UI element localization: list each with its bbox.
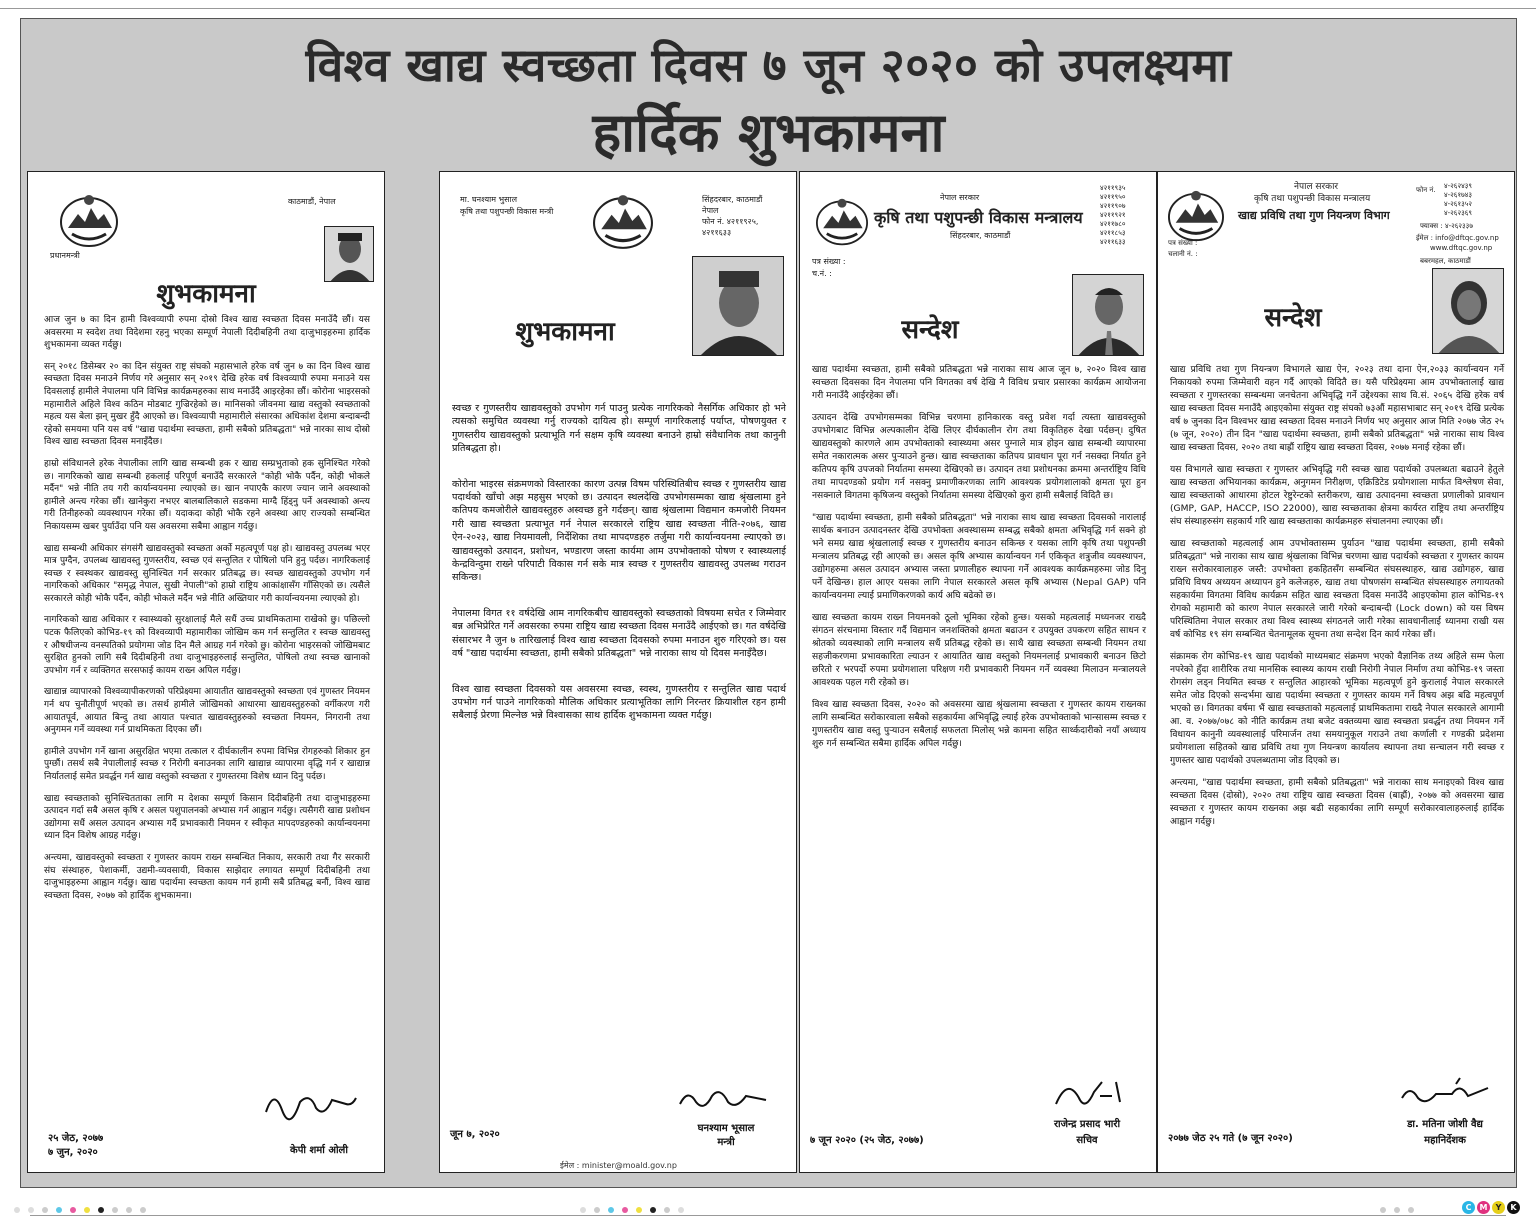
pm-para-5: नागरिकको खाद्य अधिकार र स्वास्थ्यको सुरक्षालाई मैले सधैं उच्च प्राथमिकतामा राखेको छु। पछिल्लो पटक फैलिएको कोभिड-१९ को विश्वव्यापी महामारीका जोखिम कम गर्न सन्तुलित र स्वच्छ खाद्यवस्तु र औषधीजन्य वनस्पतिको प्रयोगमा जोड दिन मैले आग्रह गर्न गरेको छु। कोरोना भाइरसको जोखिमबाट सुरक्षित हुनको लागि सबै दिदीबहिनी तथा दाजुभाइहरुलाई सन्तुलित, पोषिलो तथा स्वच्छ खानाको उपभोग गर्न र व्यक्तिगत सरसफाई कायम राख्न अपिल गर्दछु। [44,615,370,676]
secretary-dispatch-number: च.नं. : [812,269,832,278]
pm-office-label: प्रधानमन्त्री [50,251,80,260]
dg-signer-title: महानिर्देशक [1424,1135,1466,1146]
dg-phone: ४-२६१३५२ [1444,200,1473,208]
minister-country: नेपाल [702,206,719,215]
dg-phone: ४-२६२४३९ [1444,182,1473,190]
minister-address: सिंहदरबार, काठमाडौं [702,195,763,204]
pm-para-8: खाद्य स्वच्छताको सुनिश्चितताका लागि म देशका सम्पूर्ण किसान दिदीबहिनी तथा दाजुभाइहरुमा उत्पादन गर्दा सबै असल कृषि र असल पशुपालनको अभ्यास गर्न आह्वान गर्दछु। त्यसैगरी खाद्य प्रशोधन उद्योगमा सधैं असल उत्पादन अभ्यास गर्दै प्रभावकारी नियमन र स्वीकृत मापदण्डहरुको कार्यान्वयनमा ध्यान दिन विशेष आग्रह गर्दछु। [44,793,370,842]
dg-message-body [1170,364,1504,838]
pm-para-2: सन् २०१८ डिसेम्बर २० का दिन संयुक्त राष्ट्र संघको महासभाले हरेक वर्ष जुन ७ का दिन विश्व खाद्य स्वच्छता दिवस मनाउने निर्णय गरे अनुसार सन् २०१९ देखि हरेक वर्ष विश्वव्यापी रुपमा मनाउने यस दिवसलाई हामीले नेपालमा पनि विभिन्न कार्यक्रमहरुका साथ मनाउँदै आइरहेका छौं। कोरोना भाइरसको महामारीले अहिले विश्व कठिन मोडबाट गुज्रिरहेको छ। मानिसको जीवनमा खाद्य वस्तुको स्वच्छताको महत्व यस बेला झन् मुखर हुँदै आएको छ। विश्वव्यापी महामारीले संसारका अधिकांश देशमा बन्दाबन्दी रहेको समयमा पनि यस वर्ष "खाद्य पदार्थमा स्वच्छता, हामी सबैको प्रतिबद्धता" भन्ने नारका साथ दोस्रो विश्व खाद्य स्वच्छता दिवस मनाइँदैछ। [44,361,370,448]
top-trim-line [0,8,1536,9]
minister-portrait-image [693,257,784,356]
minister-letterhead-name: मा. घनश्याम भुसाल [460,195,518,204]
secretary-message-column [799,171,1157,1173]
pm-para-4: खाद्य सम्बन्धी अधिकार संगसंगै खाद्यवस्तुको स्वच्छता अर्को महत्वपूर्ण पक्ष हो। खाद्यवस्तु उपलब्ध भएर मात्र पुग्दैन, उपलब्ध खाद्यवस्तु गुणस्तरीय, स्वच्छ एवं सन्तुलित र पोषिलो पनि हुनु पर्दछ। नागरिकलाई स्वच्छ र स्वस्थकर खाद्यवस्तु सुनिश्चित गर्न सरकार प्रतिबद्ध छ। स्वच्छ खाद्यवस्तुको उपभोग गर्न नागरिकको अधिकार "समृद्ध नेपाल, सुखी नेपाली"को हाम्रो राष्ट्रिय आकांक्षासँग गाँसिएको छ। त्यसैले सरकारले कोही भोकै पर्दैन, कोही भोकले मर्दैन भन्ने नीति अख्तियार गरी कार्यान्वयनमा ल्याएको हो। [44,543,370,604]
secretary-signer-title: सचिव [1076,1135,1098,1146]
dg-message-column [1157,171,1515,1173]
secretary-phone: ४२११९२१ [1100,211,1126,219]
dg-phone-label: फोन नं. [1416,186,1436,194]
minister-para-1: स्वच्छ र गुणस्तरीय खाद्यवस्तुको उपभोग गर्न पाउनु प्रत्येक नागरिकको नैसर्गिक अधिकार हो भने त्यसको समुचित व्यवस्था गर्नु राज्यको दायित्व हो। सम्पूर्ण नागरिकलाई पर्याप्त, पोषणयुक्त र गुणस्तरीय खाद्यवस्तुको प्रत्याभूति गर्न सक्षम कृषि व्यवस्था बनाउने हाम्रो संवैधानिक तथा कानुनी प्रतिबद्धता हो। [452,403,786,455]
dg-portrait-image [1433,269,1504,354]
dg-phone-list [1444,182,1472,218]
cmyk-registration-marks [1460,1195,1520,1214]
minister-message-title: शुभकामना [515,317,615,347]
pm-signature [260,1082,360,1122]
minister-message-body [452,402,786,732]
secretary-ministry-name: कृषि तथा पशुपन्छी विकास मन्त्रालय [874,208,1083,227]
dg-para-3: खाद्य स्वच्छताको महत्वलाई आम उपभोक्तासम्म पुर्याउन "खाद्य पदार्थमा स्वच्छता, हामी सबैको प्रतिबद्धता" भन्ने नाराका साथ खाद्य श्रृंखलाका विभिन्न चरणमा खाद्य पदार्थको स्वच्छता र गुणस्तर कायम राख्न सरोकारवालाहरु जस्तै: उपभोक्ता हकहितसँग सम्बन्धित संघसस्थाहरु, खाद्य उद्योगहरु, खाद्य प्रविधि विषय अध्ययन अध्यापन हुने कलेजहरु, खाद्य तथा पोषणसंग सम्बन्धित संघसस्थाहरु लगायतको सहकार्यमा विगतमा विविध कार्यक्रम सहित खाद्य स्वच्छता दिवस मनाउँदै आइएकोमा हाल कोभिड-१९ रोगको महामारी को कारण नेपाल सरकारले जारी गरेको बन्दाबन्दी (Lock down) को यस विषम परिस्थितिमा नेपाल सरकार तथा विश्व स्वास्थ्य संगठनले जारी गरेका सावधानीलाई ध्यानमा राखी यस वर्ष कोभिड १९ संग सम्बन्धित चेतनामूलक सूचना तथा सन्देश दिन कार्य गरेका छौं। [1170,539,1504,640]
black-mark-icon: K [1507,1201,1520,1214]
dg-portrait [1432,268,1504,354]
nepal-emblem-icon [58,192,120,250]
secretary-phone: ४२११६३३ [1100,238,1126,246]
secretary-portrait [1072,274,1144,356]
dg-website: www.dftqc.gov.np [1430,244,1493,252]
minister-signer-name: घनश्याम भूसाल [697,1123,755,1134]
headline [21,35,1516,167]
cyan-mark-icon: C [1462,1201,1475,1214]
minister-message-column [439,171,797,1173]
pm-date-bs: २५ जेठ, २०७७ [48,1133,104,1144]
dg-date: २०७७ जेठ २५ गते (७ जून २०२०) [1168,1133,1293,1144]
pm-message-title: शुभकामना [156,279,256,309]
dg-para-1: खाद्य प्रविधि तथा गुण नियन्त्रण विभागले खाद्य ऐन, २०२३ तथा दाना ऐन,२०३३ कार्यान्वयन गर्ने निकायको रुपमा जिम्मेवारी वहन गर्दै आएको विदितै छ। यसै परिप्रेक्ष्यमा आम उपभोक्तालाई खाद्य स्वच्छता र गुणस्तरका सम्बन्धमा जनचेतना अभिवृद्धि गर्ने उद्देश्यका साथ वि.सं. २०६५ देखि हरेक वर्ष खाद्य स्वच्छता दिवस मनाउँदै आइएकोमा संयुक्त राष्ट्र संघको ७३औं महासभाबाट सन् २०१९ देखि प्रत्येक वर्ष ७ जुनका दिन विश्वभर खाद्य स्वच्छता दिवस मनाउने निर्णय भए अनुसार आज मिति २०७७ जेठ २५ (७ जून, २०२०) तीन दिन "खाद्य पदार्थमा स्वच्छता, हामी सबैको प्रतिबद्धता" भन्ने नाराका साथ विश्व खाद्य स्वच्छता दिवस, २०२० तथा बाह्रौं राष्ट्रिय खाद्य स्वच्छता दिवस, २०७७ मनाई रहेका छौं। [1170,365,1504,453]
secretary-ref-number: पत्र संख्या : [812,257,846,266]
minister-email: ईमेल : minister@moald.gov.np [560,1161,677,1170]
dg-dispatch-number: चलानी नं. : [1168,250,1198,258]
secretary-signature [1050,1072,1140,1114]
pm-para-1: आज जुन ७ का दिन हामी विश्वव्यापी रुपमा दोस्रो विश्व खाद्य स्वच्छता दिवस मनाउँदै छौं। यस अवसरमा म स्वदेश तथा विदेशमा रहनु भएका सम्पूर्ण नेपाली दिदीबहिनी तथा दाजुभाइहरुमा हार्दिक शुभकामना व्यक्त गर्दछु। [44,315,370,351]
minister-phone-2: ४२११६३३ [702,228,732,237]
secretary-signer-name: राजेन्द्र प्रसाद भारी [1053,1119,1121,1130]
minister-phone-1: फोन नं. ४२११९२५, [702,217,759,226]
dg-email: ईमेल : info@dftqc.gov.np [1416,234,1499,242]
secretary-phone-list [1100,184,1125,247]
dg-signature [1396,1076,1496,1110]
minister-signature [676,1084,776,1114]
dg-para-5: अन्त्यमा, "खाद्य पदार्थमा स्वच्छता, हामी सबैको प्रतिबद्धता" भन्ने नाराका साथ मनाइएको विश्व खाद्य स्वच्छता दिवस (दोस्रो), २०२० तथा राष्ट्रिय खाद्य स्वच्छता दिवस (बाह्रौं), २०७७ को अवसरमा खाद्य स्वच्छता र गुणस्तर कायम राख्नका अझ बढी सहकार्यका लागि सम्पूर्ण सरोकारवालाहरुलाई हार्दिक आह्वान गर्दछु। [1170,778,1504,827]
secretary-portrait-image [1073,275,1144,356]
secretary-gov-label: नेपाल सरकार [940,193,980,202]
secretary-message-title: सन्देश [901,315,959,345]
minister-signer-title: मन्त्री [717,1137,735,1148]
secretary-para-3: "खाद्य पदार्थमा स्वच्छता, हामी सबैको प्रतिबद्धता" भन्ने नाराका साथ खाद्य स्वच्छता दिवसको नारालाई सार्थक बनाउन उत्पादनस्तर देखि उपभोक्ता अवस्थासम्म सम्बद्ध सबैको क्षमता अभिवृद्धि गर्न सक्ने हो भने समग्र खाद्य श्रृंखलालाई स्वच्छ र गुणस्तरीय बनाउन सकिन्छ र यसका लागि कृषि तथा पशुपन्छी मन्त्रालय प्रतिबद्ध रही आएको छ। असल कृषि अभ्यास कार्यान्वयन गर्न एकिकृत शत्रुजीव व्यवस्थापन, उद्योगहरुमा असल उत्पादन अभ्यास जस्ता प्रणालीहरु स्थापना गर्ने आवश्यक कार्यक्रमहरुमा जोड दिनु पर्ने देखिन्छ। हाल आएर यसका लागि नेपाल सरकारले असल कृषि अभ्यास (Nepal GAP) पनि कार्यान्वयनमा ल्याई प्रमाणिकरणको कार्य अघि बढेको छ। [812,513,1146,601]
nepal-emblem-icon [590,192,656,252]
print-dot-row-center [580,1198,692,1206]
pm-date-ad: ७ जुन, २०२० [48,1147,98,1158]
dg-office-address: बबरमहल, काठमाडौं [1420,257,1471,265]
secretary-place: सिंहदरबार, काठमाडौं [950,231,1011,240]
dg-phone: ४-२६१७४३ [1444,191,1473,199]
yellow-mark-icon: Y [1492,1201,1505,1214]
pm-para-7: हामीले उपभोग गर्ने खाना असुरक्षित भएमा तत्काल र दीर्घकालीन रुपमा विभिन्न रोगहरुको शिकार हुन पुग्छौं। तसर्थ सबै नेपालीलाई स्वच्छ र निरोगी बनाउनका लागि खाद्यान्न व्यापारमा वृद्धि गर्न र खाद्यान्न निर्यातलाई समेत प्रवर्द्धन गर्न खाद्य वस्तुको स्वच्छता र गुणस्तरमा विशेष ध्यान दिनु पर्दछ। [44,746,370,782]
print-dot-row-right [1380,1198,1422,1206]
pm-signer-name: केपी शर्मा ओली [290,1145,348,1156]
dg-phone: ४-२६२३६९ [1444,209,1473,217]
print-dot-row-left [14,1198,154,1206]
nepal-emblem-icon [1166,188,1226,244]
dg-ministry-name: कृषि तथा पशुपन्छी विकास मन्त्रालय [1254,194,1371,204]
pm-message-column [27,171,385,1173]
minister-para-4: विश्व खाद्य स्वच्छता दिवसको यस अवसरमा स्वच्छ, स्वस्थ, गुणस्तरीय र सन्तुलित खाद्य पदार्थ उपभोग गर्न पाउने नागरिकको मौलिक अधिकार प्रत्याभूतिका लागि निरन्तर क्रियाशील रहन हामी सबैलाई प्रेरणा मिल्नेछ भन्ने विश्वासका साथ हार्दिक शुभकामना व्यक्त गर्दछु। [452,683,786,722]
bottom-trim-line [30,1215,1506,1216]
magenta-mark-icon: M [1477,1201,1490,1214]
dg-para-4: संक्रामक रोग कोभिड-१९ खाद्य पदार्थको माध्यमबाट संक्रमण भएको वैज्ञानिक तथ्य अहिले सम्म फेला नपरेको हुँदा शारीरिक तथा मानसिक स्वास्थ्य कायम राखी निरोगी नेपाल निर्माण तथा कोभिड-१९ जस्ता रोगसंग लड्न नियमित स्वच्छ र सन्तुलित आहारको भूमिका महत्वपूर्ण हुने कुरालाई नेपाल सरकारले समेत जोड दिएको सन्दर्भमा खाद्य पदार्थमा स्वच्छता र गुणस्तर कायम गर्ने विषय अझ बढि महत्वपूर्ण भएको छ। विगतका वर्षमा भैं खाद्य स्वच्छताको महत्वलाई प्राथमिकतामा राख्दै नेपाल सरकारले आगामी आ. व. २०७७/०७८ को नीति कार्यक्रम तथा बजेट वक्तव्यमा खाद्य स्वच्छता प्रवर्द्धन तथा नियमन गर्ने विधायन कानुनी व्यवस्थालाई परिमार्जन तथा समयानुकूल गराउने तथा कर्णाली र गण्डकी प्रदेशमा प्रयोगशाला सहितको खाद्य प्रविधि तथा गुण नियन्त्रण कार्यालय स्थापना तथा सन्चालन गरी स्वच्छ र गुणस्तर खाद्य पदार्थको उपलब्धतामा जोड दिएको छ। [1170,652,1504,766]
secretary-para-1: खाद्य पदार्थमा स्वच्छता, हामी सबैको प्रतिबद्धता भन्ने नाराका साथ आज जून ७, २०२० विश्व खाद्य स्वच्छता दिवसका दिन नेपालमा पनि विगतका वर्ष देखि नै विविध प्रचार प्रसारका कार्यक्रम आयोजना गरी मनाउँदै आईरहेका छौं। [812,365,1146,401]
secretary-phone: ४२११९५० [1100,193,1126,201]
dg-para-2: यस विभागले खाद्य स्वच्छता र गुणस्तर अभिवृद्धि गरी स्वच्छ खाद्य पदार्थको उपलब्धता बढाउने हेतुले खाद्य स्वच्छता अभियानका कार्यक्रम, अनुगमन निरीक्षण, एक्रिडिटेड प्रयोगशाला मार्फत विश्लेषण सेवा, खाद्य स्वच्छताको आधारमा होटल रेष्टुरेन्टको स्तरीकरण, खाद्य उत्पादनमा स्वच्छता प्रणालीको प्रावधान (GMP, GAP, HACCP, ISO 22000), खाद्य स्वच्छताका क्षेत्रमा कार्यरत राष्ट्रिय तथा अन्तर्राष्ट्रिय संघ संस्थाहरुसंग सहकार्य गरि खाद्य स्वच्छताका कार्यक्रमहरु संचालनमा ल्याएका छौं। [1170,465,1504,527]
dg-signer-name: डा. मतिना जोशी वैद्य [1407,1119,1483,1130]
pm-para-3: हाम्रो संविधानले हरेक नेपालीका लागि खाद्य सम्बन्धी हक र खाद्य सम्प्रभुताको हक सुनिश्चित गरेको छ। नागरिकको खाद्य सम्बन्धी हकलाई परिपूर्ण बनाउँदै सरकारले "कोही भोकै पर्दैन, कोही भोकले मर्दैन" भन्ने नीति तय गरी कार्यान्वयनमा ल्याएको छ। खान नपाएकै कारण ज्यान जाने अवस्थाको हामीले अन्त्य गरेका छौं। खानेकुरा नभएर बालबालिकाले सडकमा माग्दै हिंड्नु पर्ने अवस्थाको अन्त्य गरी तिनीहरुको व्यवस्थापन गरेका छौं। यदाकदा कोही भोकै रहने अवस्था आए राज्यको सम्बन्धित निकायसम्म खबर पुर्याउँदा पनि यस अवसरमा सबैमा आह्वान गर्दछु। [44,458,370,532]
secretary-phone: ४२११७८० [1100,220,1126,228]
secretary-message-body [812,364,1146,760]
pm-place: काठमाडौं, नेपाल [288,197,336,206]
secretary-phone: ४२११९०७ [1100,202,1126,210]
dg-ref-number: पत्र संख्या : [1168,239,1198,247]
minister-portrait [692,256,784,356]
secretary-para-4: खाद्य स्वच्छता कायम राख्न नियमनको ठूलो भूमिका रहेको हुन्छ। यसको महत्वलाई मध्यनजर राख्दै संगठन संरचनामा विस्तार गर्दै विद्यमान जनशक्तिको क्षमता बढाउन र उपयुक्त उपकरण सहित साधन र श्रोतको व्यवस्थाको लागि मन्त्रालय सधैं प्रतिबद्ध रहेको छ। साथै खाद्य स्वच्छता सम्बन्धी नियमन तथा सहजीकरणमा प्रभावकारिता ल्याउन र आयातित खाद्य वस्तुको नियमनलाई प्रभावकारी बनाउन छिटो छरितो र भरपर्दो रुपमा प्रयोगशाला परिक्षण गरी प्रभावकारी नियमन गर्ने व्यवस्था मिलाउन मन्त्रालयले आवश्यक पहल गरी रहेको छ। [812,613,1146,688]
nepal-emblem-icon [814,196,870,248]
pm-para-9: अन्त्यमा, खाद्यवस्तुको स्वच्छता र गुणस्तर कायम राख्न सम्बन्धित निकाय, सरकारी तथा गैर सरकारी संघ संस्थाहरु, पेशाकर्मी, उद्यमी-व्यवसायी, विकास साझेदार लगायत सम्पूर्ण दिदीबहिनी तथा दाजुभाइहरुमा आह्वान गर्दछु। खाद्य पदार्थमा स्वच्छता कायम गर्न हामी सबै प्रतिबद्ध बनौं, विश्व खाद्य स्वच्छता दिवस, २०७७ को हार्दिक शुभकामना। [44,852,370,901]
dg-fax: फ्याक्स : ४-२६२३३७ [1420,222,1473,230]
advertisement-frame [20,18,1517,1188]
pm-message-body [44,314,370,911]
minister-para-3: नेपालमा विगत ११ वर्षदेखि आम नागरिकबीच खाद्यवस्तुको स्वच्छताको विषयमा सचेत र जिम्मेवार बन्न अभिप्रेरित गर्ने अवसरका रुपमा राष्ट्रिय खाद्य स्वच्छता दिवस मनाउँदै आईएको छ। गत वर्षदेखि संसारभर नै जुन ७ तारिखलाई विश्व खाद्य स्वच्छता दिवसको रुपमा मनाउन शुरु गरिएको छ। यस वर्ष "खाद्य पदार्थमा स्वच्छता, हामी सबैको प्रतिबद्धता" भन्ने नाराका साथ यो दिवस मनाइँदैछ। [452,607,786,660]
secretary-para-5: विश्व खाद्य स्वच्छता दिवस, २०२० को अवसरमा खाद्य श्रृंखलामा स्वच्छता र गुणस्तर कायम राख्नका लागि सम्बन्धित सरोकारवाला सबैको सहकार्यमा अभिवृद्धि ल्याई हरेक उपभोक्ताको भान्सासम्म स्वच्छ र गुणस्तरीय खाद्य वस्तु पुऱ्याउन सबैलाई सफलता मिलोस् भन्ने कामना सहित सार्थ्कदारीको नयाँ अध्याय शुरु गर्न सम्बन्धित सबैमा हार्दिक अपिल गर्दछु। [812,700,1146,749]
dg-gov-label: नेपाल सरकार [1294,182,1339,192]
secretary-phone: ४२११९३५ [1100,184,1126,192]
secretary-para-2: उत्पादन देखि उपभोगसम्मका विभिन्न चरणमा हानिकारक वस्तु प्रवेश गर्दा त्यस्ता खाद्यवस्तुको उपभोगबाट विभिन्न अल्पकालीन देखि लिएर दीर्घकालीन रोग तथा विकृतिहरु देखा पर्दछन्। दुषित खाद्यवस्तुको कारणले आम उपभोक्ताको स्वास्थ्यमा असर पुग्नाले मात्र होइन खाद्य सम्बन्धी व्यापारमा समेत नकारात्मक असर पुऱ्याउने हुन्छ। खाद्य स्वच्छताका कतिपय प्रावधान पूरा गर्न नसक्दा निर्यात हुने कतिपय कृषि उपजको निर्यातमा समस्या देखिएको छ। उत्पादन तथा प्रशोधनका क्रममा अन्तर्राष्ट्रिय विधि तथा मापदण्डको प्रयोग गर्न नसक्नु प्रमाणीकरणका लागि आवश्यक प्रयोगशालाको क्षमता पूरा हुन नसक्नाले विगतमा कृषिजन्य वस्तुको निर्यातमा समस्या देखिएको कुरा हामी सबैलाई विदितै छ। [812,413,1146,501]
dg-department-name: खाद्य प्रविधि तथा गुण नियन्त्रण विभाग [1238,209,1390,222]
headline-line-2: हार्दिक शुभकामना [592,101,945,164]
secretary-date: ७ जून २०२० (२५ जेठ, २०७७) [810,1135,924,1146]
secretary-phone: ४२११८५३ [1100,229,1126,237]
pm-para-6: खाद्यान्न व्यापारको विश्वव्यापीकरणको परिप्रेक्ष्यमा आयातीत खाद्यवस्तुको स्वच्छता एवं गुणस्तर नियमन गर्न थप चुनौतीपूर्ण भएको छ। तसर्थ हामीले जोखिमको आधारमा खाद्यवस्तुहरुको वर्गीकरण गरी आयातपूर्व, आयात बिन्दु तथा आयात पश्चात खाद्यवस्तुहरुको स्वच्छता नियमन, निगरानी तथा अनुगमन गर्ने व्यवस्था गर्न प्राथमिकता दिएका छौं। [44,687,370,736]
headline-line-1: विश्व खाद्य स्वच्छता दिवस ७ जून २०२० को उपलक्ष्यमा [305,38,1232,92]
dg-message-title: सन्देश [1264,303,1322,333]
minister-letterhead-title: कृषि तथा पशुपन्छी विकास मन्त्री [460,207,554,216]
minister-date: जून ७, २०२० [450,1129,500,1140]
minister-para-2: कोरोना भाइरस संक्रमणको विस्तारका कारण उत्पन्न विषम परिस्थितिबीच स्वच्छ र गुणस्तरीय खाद्य पदार्थको खाँचो अझ महसुस भएको छ। उत्पादन स्थलदेखि उपभोगसम्मका खाद्य श्रृंखलामा हुने कतिपय कमजोरीले खाद्यवस्तुहरु अस्वच्छ हुने गर्दछन्। खाद्य श्रृंखलामा विद्यमान कमजोरी नियमन गरी खाद्य स्वच्छता प्रत्याभूत गर्न नेपाल सरकारले राष्ट्रिय खाद्य स्वच्छता नीति-२०७६, खाद्य ऐन-२०२३, खाद्य नियमावली, निर्देशिका तथा मापदण्डहरु तर्जुमा गरी कार्यान्वयनमा ल्याएको छ। खाद्यवस्तुको उत्पादन, प्रशोधन, भण्डारण जस्ता कार्यमा आम उपभोक्ताको पोषण र स्वास्थ्यलाई केन्द्रविन्दुमा राख्ने परिपाटी विकास गर्न सके मात्र स्वच्छ र गुणस्तरीय खाद्यवस्तु उपलब्ध गराउन सकिन्छ। [452,478,786,584]
